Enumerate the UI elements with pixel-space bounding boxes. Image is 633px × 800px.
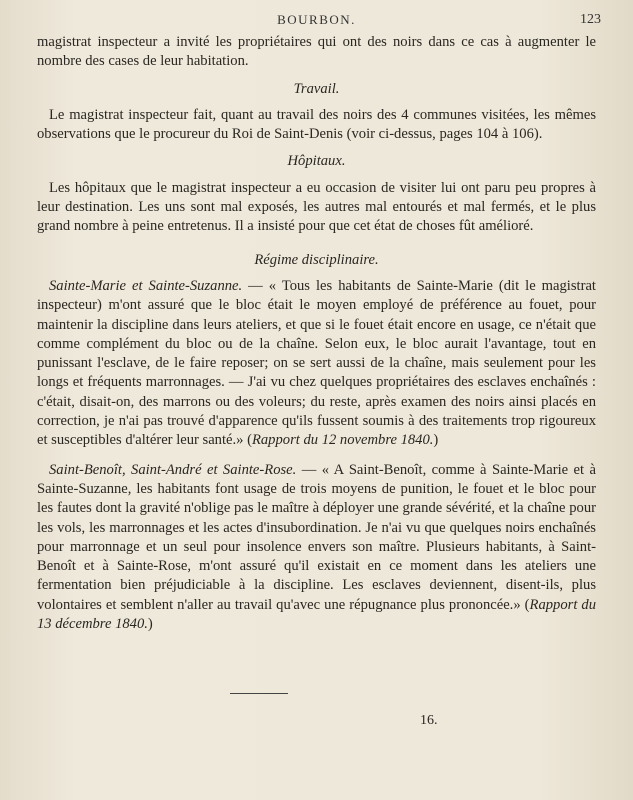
paragraph-hopitaux: Les hôpitaux que le magistrat inspecteur a eu occasion de visiter lui ont paru peu propres à leur destination. Les uns sont mal exposés, les autres mal entourés et mal fermés, et le plus grand nombre à peine entretenus. Il a insisté pour que cet état de choses fût amélioré. (37, 179, 596, 235)
paragraph-saint-benoit (37, 461, 596, 635)
page-header (0, 12, 633, 32)
paragraph-intro: magistrat inspecteur a invité les propriétaires qui ont des noirs dans ce cas à augmenter le nombre des cases de leur habitation. (37, 34, 596, 70)
paragraph-sainte-marie (37, 277, 596, 451)
section-divider (230, 693, 288, 694)
place-sainte-marie: Sainte-Marie et Sainte-Suzanne. (49, 277, 243, 294)
paragraph-travail: Le magistrat inspecteur fait, quant au travail des noirs des 4 communes visitées, les mêmes observations que le procureur du Roi de Saint-Denis (voir ci-dessus, pages 104 à 106). (37, 106, 596, 143)
page-number: 123 (580, 12, 601, 27)
body-text (37, 33, 596, 634)
signature-mark: 16. (420, 713, 438, 728)
ref-saint-benoit: Rapport du 13 décembre 1840. (37, 596, 596, 633)
heading-hopitaux: Hôpitaux. (287, 153, 346, 170)
text-sainte-marie: — « Tous les habitants de Sainte-Marie (dit le magistrat inspecteur) m'ont assuré que le bloc était le moyen employé de préférence au fouet, pour maintenir la discipline dans leurs ateliers, et que si le fouet était encore en usage, ce n'était que comme complément du bloc ou de la chaîne. Selon eux, le bloc aurait l'avantage, tout en punissant l'esclave, de le faire reposer; on se sert aussi de la chaîne, mais seulement pour les longs et fréquents marronnages. — J'ai vu chez quelques propriétaires des esclaves enchaînés : c'était, disait-on, des marrons ou des voleurs; du reste, après examen des noirs ainsi placés en correction, je n'ai pas trouvé d'apparence qu'ils fussent soumis à des traitements trop rigoureux et susceptibles d'altérer leur santé.» ( (37, 277, 596, 449)
ref-sainte-marie: Rapport du 12 novembre 1840. (251, 432, 434, 449)
heading-travail: Travail. (293, 80, 340, 97)
place-saint-benoit: Saint-Benoît, Saint-André et Sainte-Rose. (49, 461, 297, 478)
heading-regime-disciplinaire: Régime disciplinaire. (254, 251, 379, 268)
close-saint-benoit: ) (147, 616, 153, 633)
close-sainte-marie: ) (433, 432, 439, 449)
running-head: BOURBON. (277, 12, 356, 27)
text-saint-benoit: — « A Saint-Benoît, comme à Sainte-Marie et à Sainte-Suzanne, les habitants font usage de trois moyens de punition, le fouet et le bloc pour les fautes dont la gravité n'oblige pas le maître à déployer une grande sévérité, et la chaîne pour les vols, les marronnages et les actes d'insubordination. Je n'ai vu que quelques noirs enchaînés pour marronnage et un seul pour insolence envers son maître. Plusieurs habitants, à Saint-Benoît et à Sainte-Rose, m'ont assuré qu'il existait en ce moment dans les ateliers une fermentation bien préjudiciable à la discipline. Les esclaves deviennent, disent-ils, plus volontaires et semblent n'aller au travail qu'avec une répugnance plus prononcée.» ( (37, 461, 596, 613)
